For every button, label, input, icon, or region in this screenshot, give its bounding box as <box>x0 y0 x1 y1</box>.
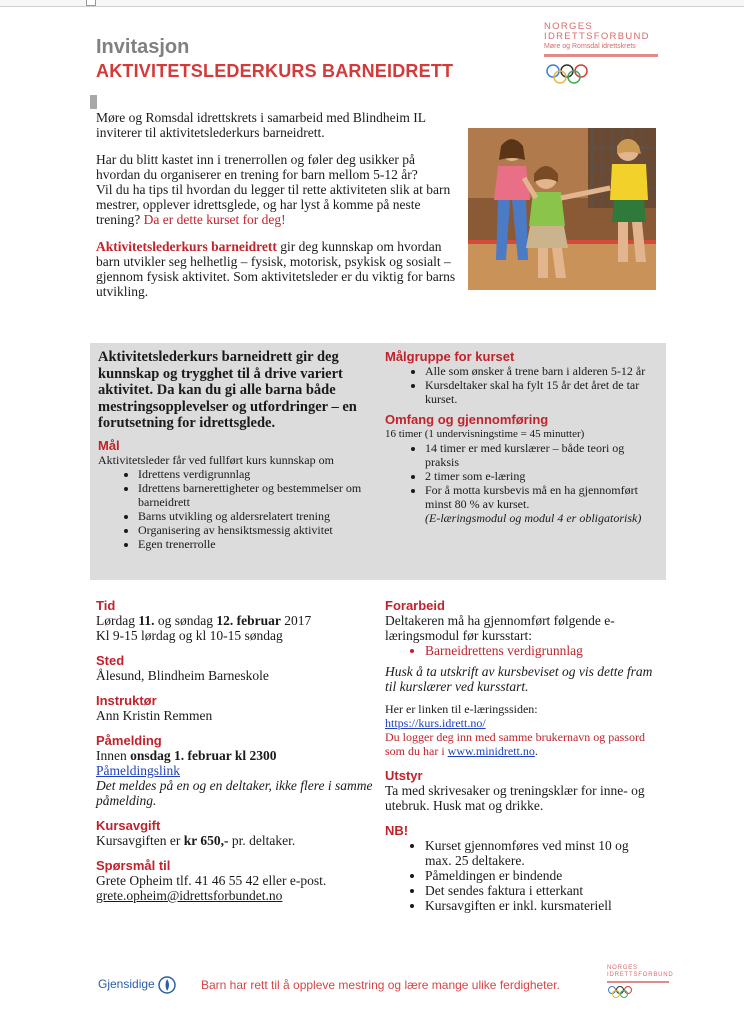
footer-logo-line-1: NORGES <box>607 965 638 971</box>
login-end: . <box>534 744 538 758</box>
time-year: 2017 <box>284 613 312 628</box>
logo-line-3: Møre og Romsdal idrettskrets <box>544 43 636 50</box>
equipment-value: Ta med skrivesaker og treningsklær for inne- og utebruk. Husk mat og drikke. <box>385 783 645 813</box>
scope-list <box>385 441 657 525</box>
details-left-column <box>96 598 378 903</box>
list-item: • Kursdeltaker skal ha fylt 15 år det året de tar kurset. <box>425 378 657 406</box>
details-right-column <box>385 598 657 913</box>
signup-prefix: Innen <box>96 748 127 763</box>
signup-link[interactable]: Påmeldingslink <box>96 763 180 778</box>
signup-note: Det meldes på en og en deltaker, ikke flere i samme påmelding. <box>96 778 373 808</box>
time-day-1: Lørdag <box>96 613 135 628</box>
list-item: • Barns utvikling og aldersrelatert trening <box>138 509 380 523</box>
fee-value <box>96 833 378 848</box>
gjensidige-logo <box>98 976 176 994</box>
goal-list <box>98 467 380 551</box>
intro-p4-text: gir deg kunnskap om hvordan barn utvikler seg helhetlig – fysisk, motorisk, psykisk og sosialt – gjennom fysisk aktivitet. Som aktivitetsleder er du viktig for barns utvikling. <box>96 239 456 299</box>
list-item: • 14 timer er med kurslærer – både teori og praksis <box>425 441 657 469</box>
scope-heading: Omfang og gjennomføring <box>385 412 549 427</box>
list-item: • Påmeldingen er bindende <box>425 868 657 883</box>
nb-heading: NB! <box>385 823 409 838</box>
prep-note: Husk å ta utskrift av kursbeviset og vis dette fram til kurslærer ved kursstart. <box>385 664 653 694</box>
ruler-marker-icon <box>86 0 96 6</box>
nif-logo <box>544 22 660 90</box>
info-box-lead: Aktivitetslederkurs barneidrett gir deg kunnskap og trygghet til å drive variert aktivitet. Da kan du gi alle barna både mestringsopplevelser og utfordringer – en forutsetning for idrettsglede. <box>98 349 357 431</box>
nb-list <box>385 838 657 913</box>
fee-heading: Kursavgift <box>96 818 161 833</box>
intro-paragraph-1: Møre og Romsdal idrettskrets i samarbeid med Blindheim IL inviterer til aktivitetslederkurs barneidrett. <box>96 110 426 140</box>
instructor-heading: Instruktør <box>96 693 157 708</box>
list-item: • Kursavgiften er inkl. kursmateriell <box>425 898 657 913</box>
intro-p3-text: Vil du ha tips til hvordan du legger til rette aktiviteten slik at barn mestrer, opplever idrettsglede, og har lyst å komme på neste trening? <box>96 182 451 227</box>
list-item: • Det sendes faktura i etterkant <box>425 883 657 898</box>
list-item: • Idrettens verdigrunnlag <box>138 467 380 481</box>
minidrett-link[interactable]: www.minidrett.no <box>447 744 535 758</box>
time-line-2: Kl 9-15 lørdag og kl 10-15 søndag <box>96 628 283 643</box>
footer-slogan: Barn har rett til å oppleve mestring og lære mange ulike ferdigheter. <box>201 978 560 992</box>
footer-olympic-rings-icon <box>607 986 637 998</box>
equipment-heading: Utstyr <box>385 768 423 783</box>
questions-heading: Spørsmål til <box>96 858 171 873</box>
olympic-rings-icon <box>544 63 604 85</box>
list-item: • Egen trenerrolle <box>138 537 380 551</box>
signup-deadline <box>96 748 378 763</box>
time-day-2: og søndag <box>157 613 213 628</box>
logo-line-1: NORGES <box>544 21 593 32</box>
intro-text <box>96 110 456 311</box>
list-item: • Kurset gjennomføres ved minst 10 og max. 25 deltakere. <box>425 838 657 868</box>
list-item: • Alle som ønsker å trene barn i alderen 5-12 år <box>425 364 657 378</box>
list-item: • 2 timer som e-læring <box>425 469 657 483</box>
page-title: AKTIVITETSLEDERKURS BARNEIDRETT <box>96 61 454 81</box>
footer-logo-line-2: IDRETTSFORBUND <box>607 972 674 978</box>
elearning-link[interactable]: https://kurs.idrett.no/ <box>385 716 486 730</box>
questions-value: Grete Opheim tlf. 41 46 55 42 eller e-post. <box>96 873 327 888</box>
instructor-value: Ann Kristin Remmen <box>96 708 213 723</box>
fee-amount: kr 650,- <box>183 833 229 848</box>
place-value: Ålesund, Blindheim Barneskole <box>96 668 269 683</box>
gjensidige-emblem-icon <box>158 976 176 994</box>
text-cursor <box>90 95 97 109</box>
scope-intro: 16 timer (1 undervisningstime = 45 minutter) <box>385 428 585 440</box>
time-date-1: 11. <box>138 613 155 628</box>
list-item: • Idrettens barnerettigheter og bestemmelser om barneidrett <box>138 481 380 509</box>
prep-text: Deltakeren må ha gjennomført følgende e-læringsmodul før kursstart: <box>385 613 615 643</box>
sponsor-name: Gjensidige <box>98 977 155 992</box>
link-intro: Her er linken til e-læringssiden: <box>385 702 538 716</box>
signup-date: onsdag 1. februar kl 2300 <box>130 748 277 763</box>
list-item: • Organisering av hensiktsmessig aktivitet <box>138 523 380 537</box>
scope-last-item: For å motta kursbevis må en ha gjennomført minst 80 % av kurset. <box>425 483 638 511</box>
intro-paragraph-4 <box>96 239 456 299</box>
login-info <box>385 730 657 758</box>
logo-bar <box>544 54 658 57</box>
footer-nif-logo <box>607 965 673 1003</box>
window-top-bar <box>0 0 744 7</box>
goal-heading: Mål <box>98 437 120 453</box>
goal-intro: Aktivitetsleder får ved fullført kurs kunnskap om <box>98 452 334 467</box>
prep-heading: Forarbeid <box>385 598 445 613</box>
intro-paragraph-2: Har du blitt kastet inn i trenerrollen og føler deg usikker på hvordan du organiserer en trening for barn mellom 5-12 år? <box>96 152 418 182</box>
place-heading: Sted <box>96 653 125 668</box>
info-box-left-column <box>98 349 380 551</box>
target-list <box>385 364 657 406</box>
signup-heading: Påmelding <box>96 733 162 748</box>
prep-list <box>385 643 657 658</box>
info-box-right-column <box>385 349 657 525</box>
invitation-heading: Invitasjon <box>96 36 190 58</box>
time-line-1 <box>96 613 378 628</box>
list-item <box>425 483 657 525</box>
target-heading: Målgruppe for kurset <box>385 349 515 364</box>
footer-logo-bar <box>607 981 669 983</box>
time-heading: Tid <box>96 598 116 613</box>
contact-email[interactable]: grete.opheim@idrettsforbundet.no <box>96 888 283 903</box>
intro-paragraph-3 <box>96 182 456 227</box>
login-text: Du logger deg inn med samme brukernavn og passord som du har i <box>385 730 645 758</box>
fee-prefix: Kursavgiften er <box>96 833 181 848</box>
time-date-2: 12. februar <box>216 613 281 628</box>
list-item: • Barneidrettens verdigrunnlag <box>425 643 657 658</box>
children-playing-photo <box>468 128 656 290</box>
intro-p3-highlight: Da er dette kurset for deg! <box>143 212 286 227</box>
fee-suffix: pr. deltaker. <box>231 833 296 848</box>
intro-p4-highlight: Aktivitetslederkurs barneidrett <box>96 239 277 254</box>
logo-line-2: IDRETTSFORBUND <box>544 31 650 42</box>
scope-note: (E-læringsmodul og modul 4 er obligatorisk) <box>425 511 642 525</box>
